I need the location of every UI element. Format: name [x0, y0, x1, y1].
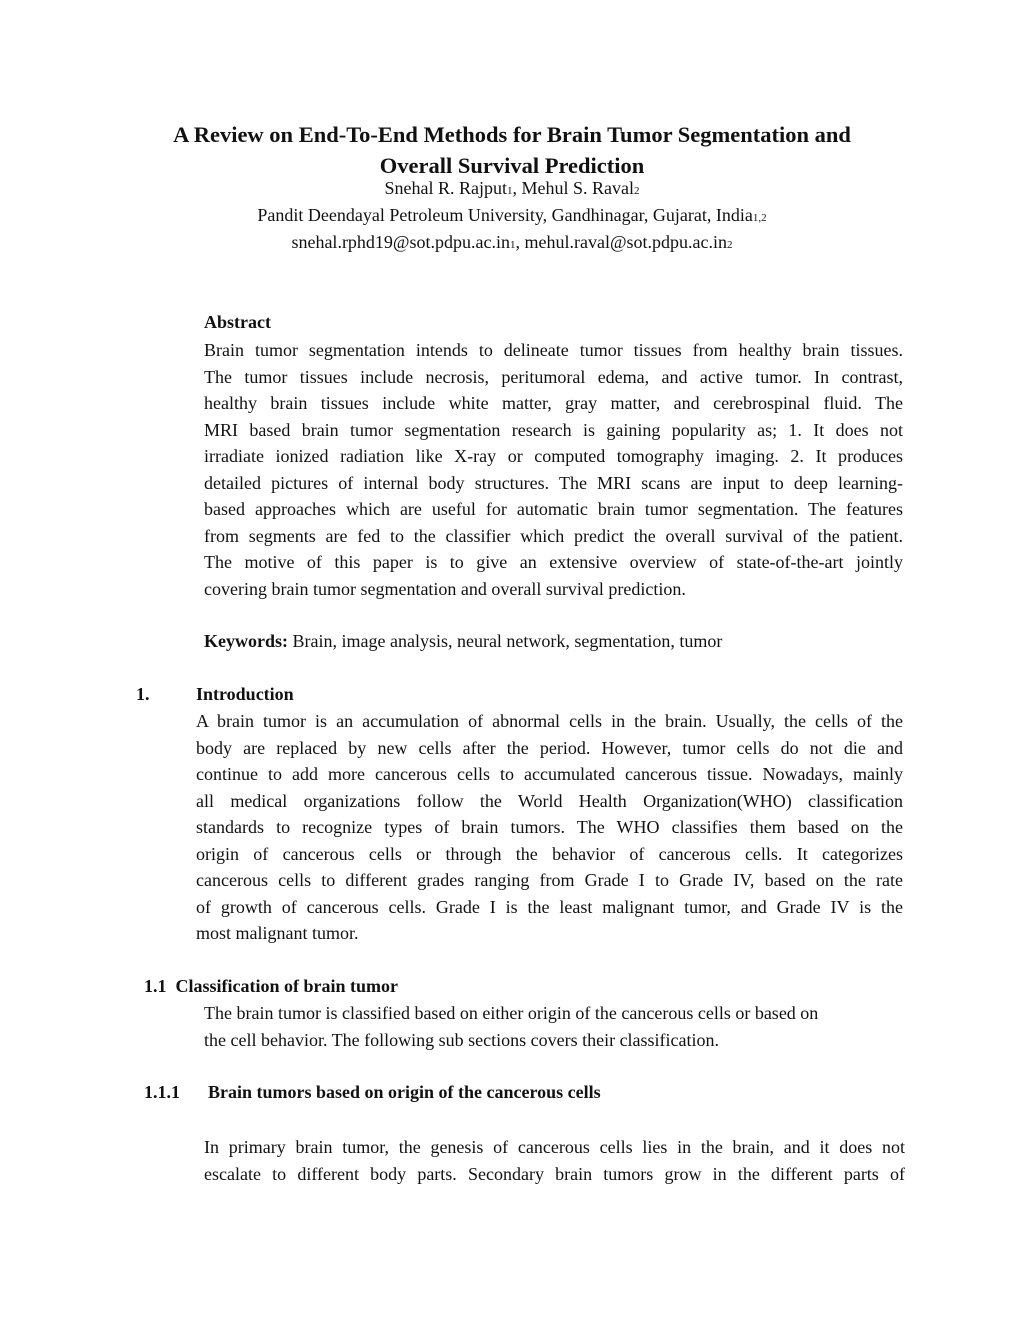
text-line: of growth of cancerous cells. Grade I is the least malignant tumor, and Grade IV is the: [196, 896, 903, 917]
text-line: healthy brain tissues include white matter, gray matter, and cerebrospinal fluid. The: [204, 393, 903, 413]
text-line: The tumor tissues include necrosis, peritumoral edema, and active tumor. In contrast,: [204, 366, 903, 387]
section-heading: Introduction: [196, 684, 294, 704]
text-line: the cell behavior. The following sub sections covers their classification.: [204, 1029, 720, 1050]
text-line: The brain tumor is classified based on either origin of the cancerous cells or based on: [204, 1003, 819, 1023]
text-line: all medical organizations follow the World Health Organization(WHO) classification: [196, 790, 903, 811]
text-line: from segments are fed to the classifier which predict the overall survival of the patient.: [204, 525, 903, 546]
text-line: In primary brain tumor, the genesis of cancerous cells lies in the brain, and it does not: [204, 1137, 905, 1157]
text-line: The motive of this paper is to give an extensive overview of state-of-the-art jointly: [204, 552, 903, 572]
text-line: continue to add more cancerous cells to accumulated cancerous tissue. Nowadays, mainly: [196, 764, 903, 784]
abstract-body: [204, 337, 903, 602]
emails: snehal.rphd19@sot.pdpu.ac.in1, mehul.raval@sot.pdpu.ac.in2: [291, 232, 733, 252]
text-line: most malignant tumor.: [196, 923, 359, 943]
section-number: 1.: [136, 684, 150, 704]
text-line: A brain tumor is an accumulation of abnormal cells in the brain. Usually, the cells of the: [196, 711, 903, 731]
paper-title: A Review on End-To-End Methods for Brain Tumor Segmentation and Overall Survival Prediction: [173, 122, 851, 178]
authors: Snehal R. Rajput1, Mehul S. Raval2: [384, 178, 640, 198]
text-line: standards to recognize types of brain tumors. The WHO classifies them based on the: [196, 817, 903, 837]
keywords: Keywords: Brain, image analysis, neural network, segmentation, tumor: [204, 631, 723, 651]
text-line: escalate to different body parts. Secondary brain tumors grow in the different parts of: [204, 1163, 905, 1184]
text-line: MRI based brain tumor segmentation research is gaining popularity as; 1. It does not: [204, 419, 903, 440]
text-line: Brain tumor segmentation intends to delineate tumor tissues from healthy brain tissues.: [204, 340, 903, 360]
text-line: based approaches which are useful for automatic brain tumor segmentation. The features: [204, 499, 903, 519]
subsubsection-heading: Brain tumors based on origin of the cancerous cells: [208, 1082, 601, 1102]
text-line: irradiate ionized radiation like X-ray or computed tomography imaging. 2. It produces: [204, 446, 903, 466]
intro-body: [196, 708, 903, 947]
text-line: detailed pictures of internal body structures. The MRI scans are input to deep learning-: [204, 472, 903, 493]
abstract-heading: Abstract: [204, 312, 271, 332]
text-line: covering brain tumor segmentation and overall survival prediction.: [204, 578, 686, 599]
text-line: body are replaced by new cells after the period. However, tumor cells do not die and: [196, 737, 903, 758]
text-line: cancerous cells to different grades ranging from Grade I to Grade IV, based on the rate: [196, 870, 903, 890]
affiliation: Pandit Deendayal Petroleum University, Gandhinagar, Gujarat, India1,2: [257, 205, 767, 225]
subsection-heading: 1.1 Classification of brain tumor: [144, 976, 398, 996]
subsubsection-number: 1.1.1: [144, 1082, 180, 1102]
text-line: origin of cancerous cells or through the behavior of cancerous cells. It categorizes: [196, 843, 903, 864]
subsection-body: [204, 1000, 904, 1053]
subsubsection-body: [204, 1134, 905, 1187]
